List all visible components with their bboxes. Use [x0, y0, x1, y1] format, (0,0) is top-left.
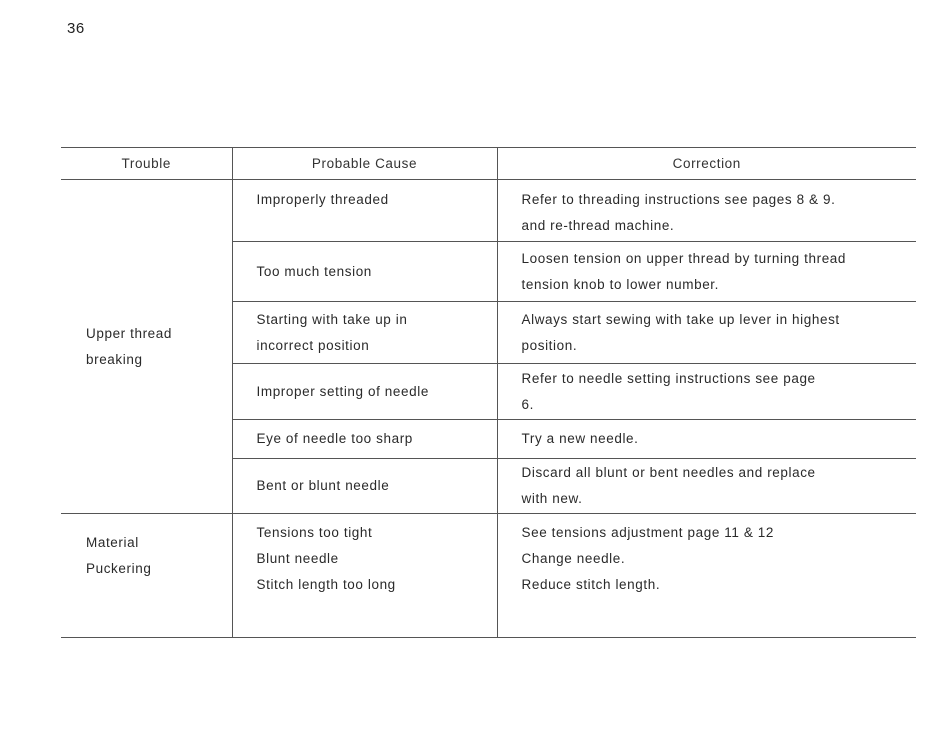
correction-text: 6.	[521, 396, 534, 412]
cause-text: Tensions too tight	[256, 525, 373, 540]
trouble-text: breaking	[86, 351, 143, 367]
trouble-cell	[61, 180, 232, 514]
correction-text: Refer to needle setting instructions see page	[521, 370, 816, 386]
correction-text: Reduce stitch length.	[521, 577, 661, 592]
correction-cell	[497, 242, 916, 302]
correction-text: Change needle.	[521, 551, 626, 566]
cause-text: Improperly threaded	[256, 192, 389, 207]
header-trouble: Trouble	[61, 148, 232, 180]
cause-cell	[232, 180, 497, 242]
correction-text: Try a new needle.	[521, 431, 639, 446]
cause-text: Stitch length too long	[256, 577, 396, 592]
correction-cell	[497, 364, 916, 420]
cause-text: Too much tension	[256, 263, 372, 279]
correction-text: Loosen tension on upper thread by turning thread	[521, 250, 847, 266]
correction-text: Refer to threading instructions see pages 8 & 9.	[521, 192, 836, 207]
table-row	[61, 514, 916, 638]
cause-cell	[232, 364, 497, 420]
header-probable-cause: Probable Cause	[232, 148, 497, 180]
correction-cell	[497, 302, 916, 364]
cause-cell	[232, 514, 497, 638]
correction-text: Discard all blunt or bent needles and replace	[521, 465, 816, 480]
trouble-text: Material	[86, 535, 139, 550]
correction-cell	[497, 459, 916, 514]
correction-text: with new.	[521, 491, 583, 506]
table-row	[61, 180, 916, 242]
correction-text: See tensions adjustment page 11 & 12	[521, 525, 775, 540]
cause-text: incorrect position	[256, 337, 370, 353]
cause-text: Starting with take up in	[256, 311, 408, 327]
table-header-row	[61, 148, 916, 180]
cause-cell	[232, 242, 497, 302]
correction-cell	[497, 420, 916, 459]
correction-text: position.	[521, 337, 578, 353]
header-correction: Correction	[497, 148, 916, 180]
trouble-cell	[61, 514, 232, 638]
correction-text: and re-thread machine.	[521, 218, 675, 233]
trouble-text: Puckering	[86, 561, 152, 576]
cause-cell	[232, 302, 497, 364]
trouble-text: Upper thread	[86, 325, 172, 341]
troubleshooting-table-container	[61, 147, 916, 638]
troubleshooting-table	[61, 147, 916, 638]
cause-text: Bent or blunt needle	[256, 478, 390, 493]
correction-text: tension knob to lower number.	[521, 276, 720, 292]
cause-text: Eye of needle too sharp	[256, 431, 413, 446]
page-number: 36	[67, 20, 85, 37]
cause-cell	[232, 459, 497, 514]
correction-text: Always start sewing with take up lever in highest	[521, 311, 840, 327]
cause-text: Blunt needle	[256, 551, 339, 566]
correction-cell	[497, 180, 916, 242]
correction-cell	[497, 514, 916, 638]
cause-text: Improper setting of needle	[256, 383, 429, 399]
cause-cell	[232, 420, 497, 459]
